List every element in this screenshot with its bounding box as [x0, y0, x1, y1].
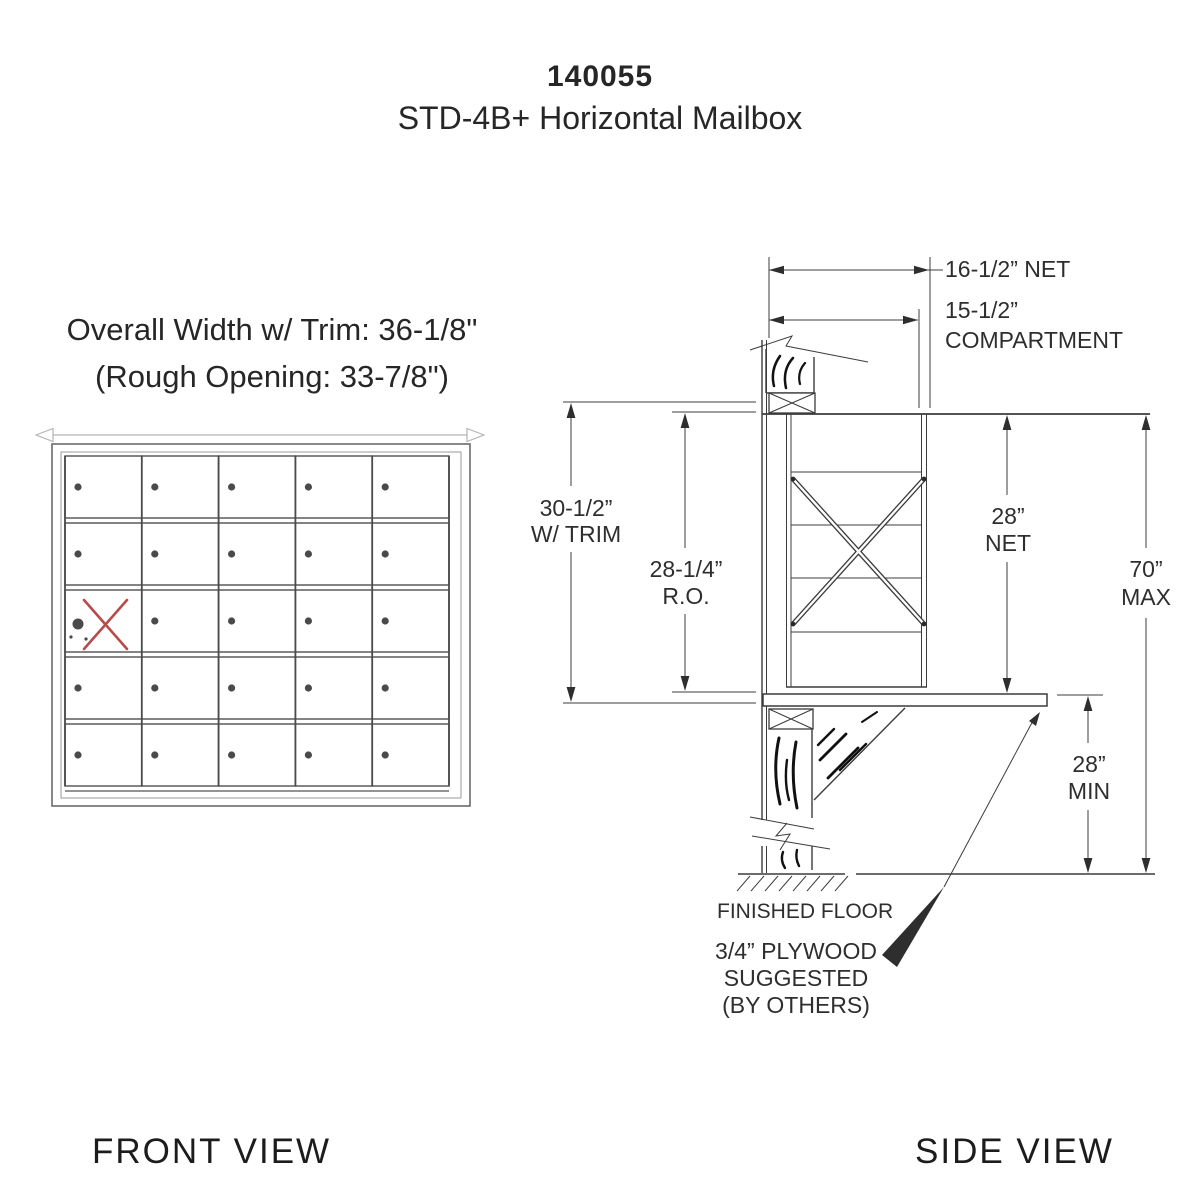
dim-net-depth: 16-1/2” NET [945, 256, 1071, 282]
door-lock-icon [151, 684, 158, 691]
door-lock-icon [228, 617, 235, 624]
lock-detail-dot [69, 635, 72, 638]
finished-floor-label: FINISHED FLOOR [717, 900, 894, 923]
door-lock-icon [74, 684, 81, 691]
door-lock-icon [305, 751, 312, 758]
door-lock-icon [228, 550, 235, 557]
dim-min-height-value: 28” [1072, 751, 1106, 777]
right-hollow-arrow-icon [467, 429, 484, 442]
product-name: STD-4B+ Horizontal Mailbox [397, 100, 803, 136]
left-hollow-arrow-icon [36, 429, 53, 442]
overall-width-note-line1: Overall Width w/ Trim: 36-1/8" [66, 312, 478, 347]
door-lock-icon [382, 751, 389, 758]
model-number: 140055 [546, 60, 654, 93]
bottom-blocking [769, 709, 813, 729]
dim-trim-height-label: W/ TRIM [530, 521, 622, 547]
door-lock-icon [74, 550, 81, 557]
lock-detail-dot [84, 637, 87, 640]
plywood-note-line2: SUGGESTED [723, 965, 869, 991]
door-lock-icon [151, 751, 158, 758]
dim-min-height-label: MIN [1067, 778, 1111, 804]
door-lock-icon [228, 684, 235, 691]
door-lock-icon [305, 550, 312, 557]
door-lock-icon [382, 550, 389, 557]
dim-compartment-label: COMPARTMENT [945, 327, 1124, 353]
side-view-label: SIDE VIEW [915, 1132, 1114, 1171]
floor-hatching [737, 876, 848, 891]
plywood-note-line1: 3/4” PLYWOOD [715, 938, 877, 964]
front-view-label: FRONT VIEW [92, 1132, 332, 1171]
top-wall-stud [750, 336, 868, 393]
door-lock-icon [305, 684, 312, 691]
door-lock-icon [151, 483, 158, 490]
door-lock-icon [74, 751, 81, 758]
door-lock-icon [382, 684, 389, 691]
plywood-shelf [763, 694, 1047, 706]
dim-trim-height-value: 30-1/2” [539, 495, 613, 521]
plywood-note-line3: (BY OTHERS) [722, 992, 870, 1018]
mailbox-door-grid [65, 456, 449, 786]
master-door-lock-icon [73, 619, 84, 630]
door-lock-icon [74, 483, 81, 490]
dim-compartment-value: 15-1/2” [945, 297, 1018, 323]
plywood-leader-arrow [882, 712, 1040, 967]
dim-max-height-value: 70” [1129, 556, 1163, 582]
overall-width-note-line2: (Rough Opening: 33-7/8") [95, 359, 449, 394]
dim-net-height-value: 28” [991, 503, 1025, 529]
dim-net-height-label: NET [985, 530, 1031, 556]
door-lock-icon [228, 483, 235, 490]
door-lock-icon [305, 483, 312, 490]
side-view-drawing [563, 257, 1155, 967]
top-blocking [769, 393, 815, 413]
door-lock-icon [382, 617, 389, 624]
front-view-drawing [36, 429, 484, 807]
door-lock-icon [151, 617, 158, 624]
door-lock-icon [382, 483, 389, 490]
dim-rough-opening-label: R.O. [662, 583, 710, 609]
door-lock-icon [228, 751, 235, 758]
door-lock-icon [305, 617, 312, 624]
dim-rough-opening-value: 28-1/4” [649, 556, 723, 582]
dim-max-height-label: MAX [1121, 584, 1171, 610]
mailbox-section [762, 414, 1150, 687]
door-lock-icon [151, 550, 158, 557]
shelf-support-bracket [814, 708, 905, 800]
